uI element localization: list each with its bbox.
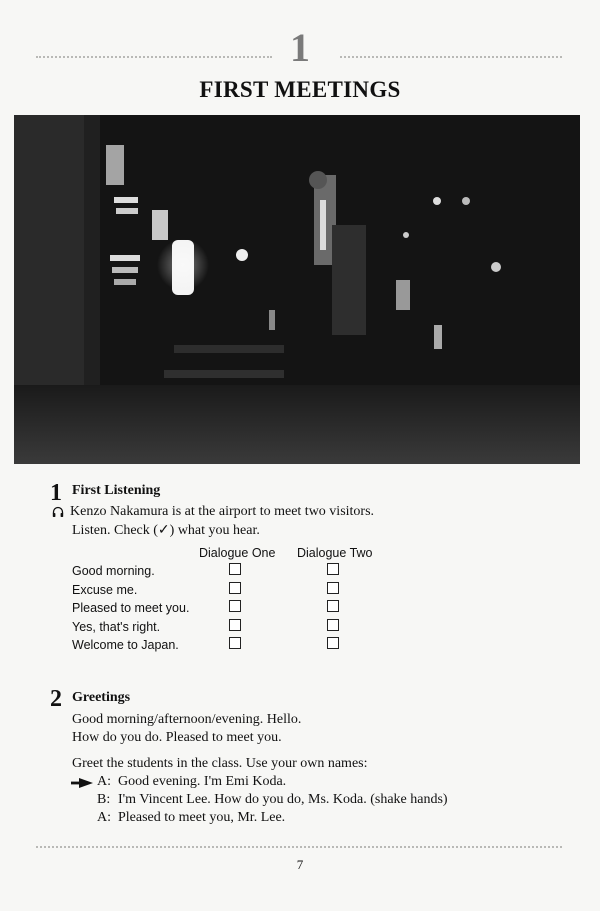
footer-rule — [36, 846, 562, 848]
column-header-dialogue-one: Dialogue One — [199, 546, 276, 560]
section-2-number: 2 — [50, 686, 62, 712]
checkbox-dialogue-one-pleased-to-meet-you[interactable] — [229, 600, 241, 612]
page-number: 7 — [296, 857, 304, 872]
phrase-label: Yes, that's right. — [72, 620, 161, 634]
column-header-dialogue-two: Dialogue Two — [297, 546, 373, 560]
checkbox-dialogue-one-yes-thats-right[interactable] — [229, 619, 241, 631]
checkbox-dialogue-one-welcome-to-japan[interactable] — [229, 637, 241, 649]
checkbox-dialogue-two-pleased-to-meet-you[interactable] — [327, 600, 339, 612]
dialogue-line: Good evening. I'm Emi Koda. — [118, 774, 287, 789]
airport-photo — [14, 115, 580, 464]
section-2-title: Greetings — [72, 690, 131, 705]
checkbox-dialogue-one-good-morning[interactable] — [229, 563, 241, 575]
chapter-title: FIRST MEETINGS — [199, 77, 401, 102]
listening-instruction-2: Listen. Check (✓) what you hear. — [72, 523, 260, 538]
dialogue-speaker: A: — [97, 810, 111, 825]
phrase-label: Pleased to meet you. — [72, 601, 190, 615]
greetings-instruction: Greet the students in the class. Use your own names: — [72, 756, 368, 771]
dialogue-line: I'm Vincent Lee. How do you do, Ms. Koda. (shake hands) — [118, 792, 448, 807]
greetings-phrases-1: Good morning/afternoon/evening. Hello. — [72, 712, 302, 727]
section-1-number: 1 — [50, 480, 62, 506]
section-1-title: First Listening — [72, 483, 161, 498]
checkbox-dialogue-two-excuse-me[interactable] — [327, 582, 339, 594]
greetings-phrases-2: How do you do. Pleased to meet you. — [72, 730, 282, 745]
checkbox-dialogue-two-yes-thats-right[interactable] — [327, 619, 339, 631]
dialogue-line: Pleased to meet you, Mr. Lee. — [118, 810, 286, 825]
chapter-number: 1 — [290, 25, 310, 70]
pointer-arrow-icon — [71, 775, 93, 785]
dialogue-speaker: B: — [97, 792, 111, 807]
dialogue-speaker: A: — [97, 774, 111, 789]
phrase-label: Welcome to Japan. — [72, 638, 179, 652]
checkbox-dialogue-two-welcome-to-japan[interactable] — [327, 637, 339, 649]
listening-instruction-1: Kenzo Nakamura is at the airport to meet two visitors. — [70, 504, 375, 519]
headphones-icon — [52, 505, 64, 517]
phrase-label: Excuse me. — [72, 583, 138, 597]
checkbox-dialogue-two-good-morning[interactable] — [327, 563, 339, 575]
phrase-label: Good morning. — [72, 564, 155, 578]
airport-arrival-photo-icon — [14, 115, 580, 464]
checkbox-dialogue-one-excuse-me[interactable] — [229, 582, 241, 594]
